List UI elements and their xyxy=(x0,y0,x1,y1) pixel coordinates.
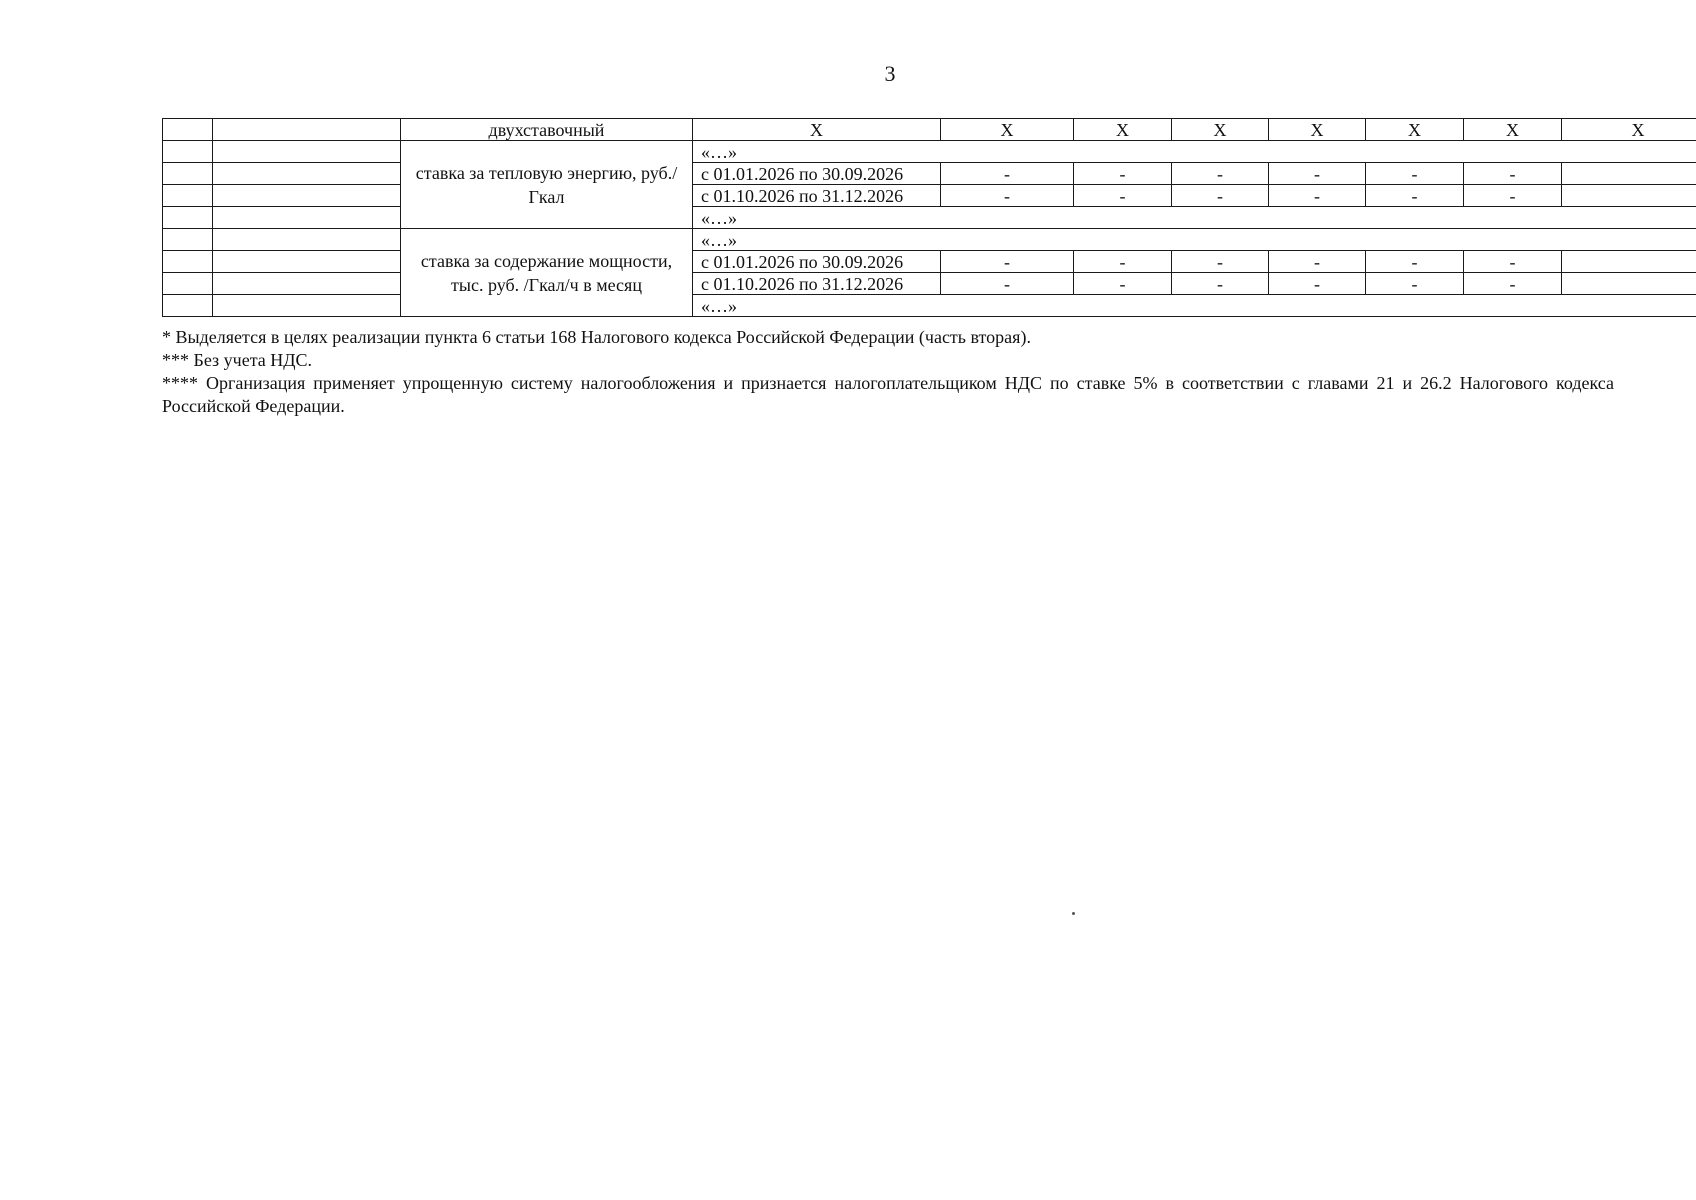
tariff-kind-label: двухставочный xyxy=(401,119,693,141)
x-mark-cell: X xyxy=(1074,119,1172,141)
table-cell-organization xyxy=(213,163,401,185)
footnote-simplified-tax: **** Организация применяет упрощенную систему налогообложения и признается налогоплательщиком НДС по ставке 5% в соответствии с главами 21 и 26.2 Налогового кодекса Российской Федерации. xyxy=(162,373,1614,416)
table-cell-index xyxy=(163,163,213,185)
value-cell: - xyxy=(1269,251,1366,273)
x-mark-cell: X xyxy=(941,119,1074,141)
table-cell-index xyxy=(163,207,213,229)
x-mark-cell: X xyxy=(1366,119,1464,141)
table-row-capacity-ellipsis-top xyxy=(163,229,1696,251)
table-cell-organization xyxy=(213,141,401,163)
table-row xyxy=(163,163,1696,185)
x-mark-cell: X xyxy=(1464,119,1562,141)
table-cell-index xyxy=(163,251,213,273)
value-cell: - xyxy=(1074,251,1172,273)
value-cell: - xyxy=(1074,163,1172,185)
ellipsis-cell: «…» xyxy=(693,141,1696,163)
footnote-vat-allocation: * Выделяется в целях реализации пункта 6 статьи 168 Налогового кодекса Российской Федерации (часть вторая). xyxy=(162,327,1031,347)
table-cell-index xyxy=(163,119,213,141)
footnote-without-vat: *** Без учета НДС. xyxy=(162,350,313,370)
table-cell-index xyxy=(163,273,213,295)
table-row-capacity-ellipsis-bottom xyxy=(163,295,1696,317)
ellipsis-cell: «…» xyxy=(693,295,1696,317)
page-number: 3 xyxy=(884,61,896,86)
table-row xyxy=(163,251,1696,273)
value-cell: - xyxy=(1366,163,1464,185)
period-label: с 01.01.2026 по 30.09.2026 xyxy=(693,251,941,273)
value-cell: - xyxy=(1074,273,1172,295)
table-cell-organization xyxy=(213,185,401,207)
period-label: с 01.01.2026 по 30.09.2026 xyxy=(693,163,941,185)
table-row-heat-ellipsis-bottom xyxy=(163,207,1696,229)
table-cell-organization xyxy=(213,273,401,295)
value-cell: - xyxy=(1074,185,1172,207)
value-cell: - xyxy=(1366,251,1464,273)
value-cell: - xyxy=(941,163,1074,185)
table-row-two-part xyxy=(163,119,1696,141)
table-cell-organization xyxy=(213,119,401,141)
table-row-heat-ellipsis-top xyxy=(163,141,1696,163)
value-cell: - xyxy=(1172,251,1269,273)
ellipsis-cell: «…» xyxy=(693,207,1696,229)
value-cell: - xyxy=(941,185,1074,207)
value-cell: - xyxy=(1269,273,1366,295)
x-mark-cell: X xyxy=(1172,119,1269,141)
value-cell: - xyxy=(941,251,1074,273)
table-cell-index xyxy=(163,141,213,163)
value-cell: - xyxy=(1464,273,1562,295)
value-cell-empty xyxy=(1562,273,1696,295)
period-label: с 01.10.2026 по 31.12.2026 xyxy=(693,185,941,207)
table-row xyxy=(163,185,1696,207)
table-cell-organization xyxy=(213,295,401,317)
table-row xyxy=(163,273,1696,295)
footnotes xyxy=(162,326,1614,418)
value-cell-empty xyxy=(1562,251,1696,273)
ellipsis-cell: «…» xyxy=(693,229,1696,251)
heat-rate-label: ставка за тепловую энергию, руб./Гкал xyxy=(401,141,693,229)
value-cell: - xyxy=(941,273,1074,295)
table-cell-organization xyxy=(213,251,401,273)
value-cell: - xyxy=(1172,163,1269,185)
value-cell: - xyxy=(1366,273,1464,295)
table-cell-index xyxy=(163,185,213,207)
table-cell-index xyxy=(163,295,213,317)
table-cell-organization xyxy=(213,207,401,229)
value-cell: - xyxy=(1269,163,1366,185)
value-cell-empty xyxy=(1562,185,1696,207)
value-cell-empty xyxy=(1562,163,1696,185)
value-cell: - xyxy=(1269,185,1366,207)
scan-speck xyxy=(1072,912,1075,915)
value-cell: - xyxy=(1366,185,1464,207)
table-cell-organization xyxy=(213,229,401,251)
x-mark-cell: X xyxy=(693,119,941,141)
period-label: с 01.10.2026 по 31.12.2026 xyxy=(693,273,941,295)
capacity-rate-label: ставка за содержание мощности, тыс. руб. /Гкал/ч в месяц xyxy=(401,229,693,317)
x-mark-cell: X xyxy=(1269,119,1366,141)
value-cell: - xyxy=(1464,185,1562,207)
tariff-table xyxy=(162,118,1696,317)
x-mark-cell: X xyxy=(1562,119,1696,141)
value-cell: - xyxy=(1172,273,1269,295)
value-cell: - xyxy=(1464,251,1562,273)
value-cell: - xyxy=(1464,163,1562,185)
value-cell: - xyxy=(1172,185,1269,207)
table-cell-index xyxy=(163,229,213,251)
